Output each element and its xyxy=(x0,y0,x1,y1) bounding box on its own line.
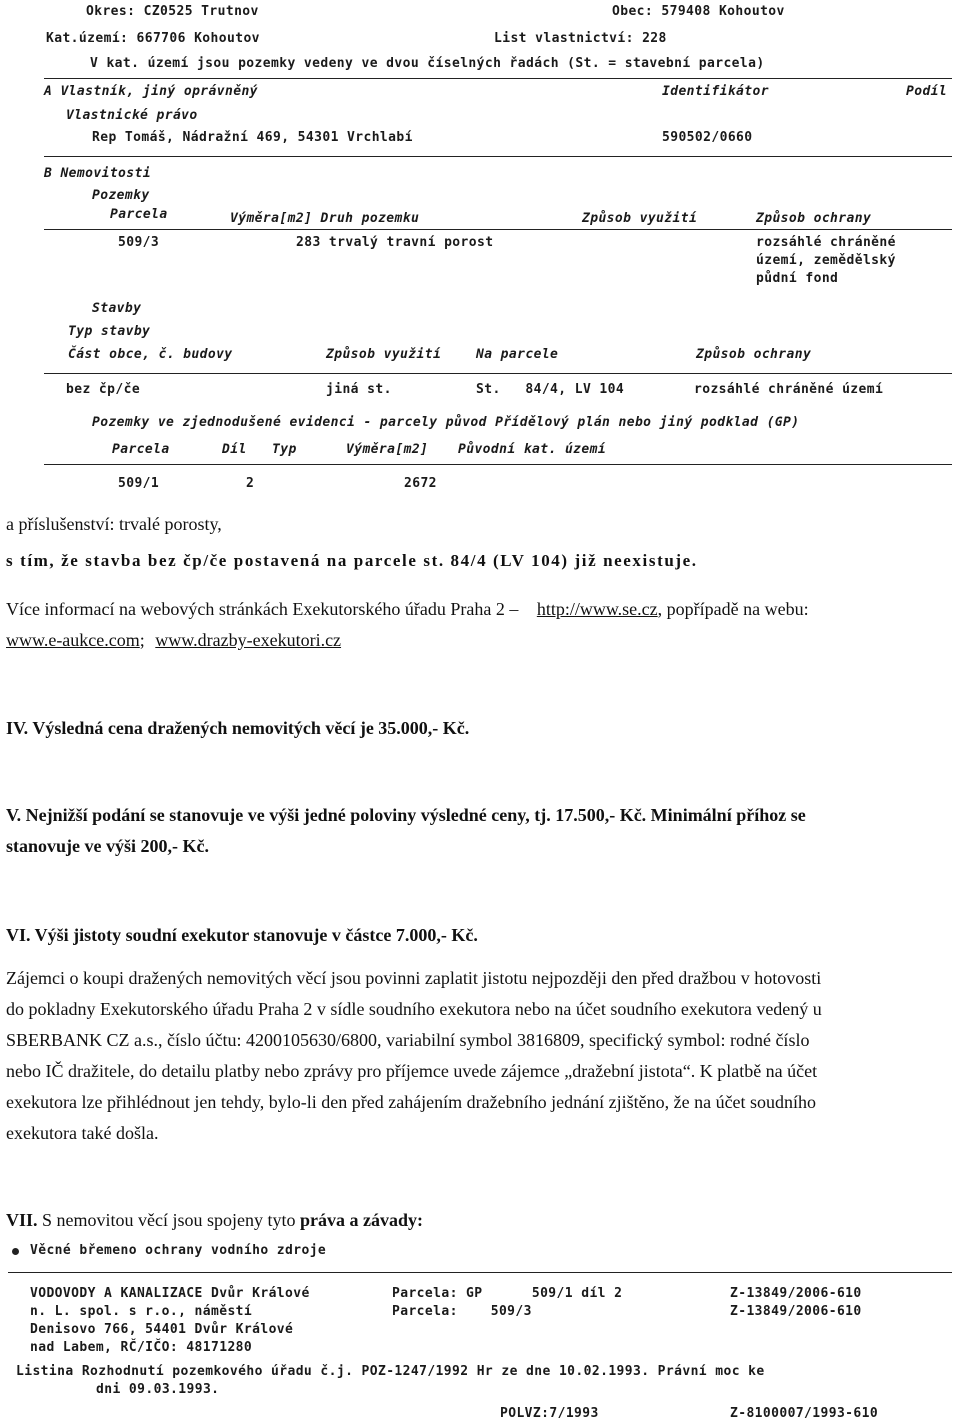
section-b-title: B Nemovitosti xyxy=(44,166,151,181)
lv-list-vlastnictvi: List vlastnictví: 228 xyxy=(494,31,667,46)
bremeno-ref-3: Z-8100007/1993-610 xyxy=(730,1406,879,1421)
bremeno-party-line: nad Labem, RČ/IČO: 48171280 xyxy=(30,1340,253,1355)
drazby-exekutori-link[interactable]: www.drazby-exekutori.cz xyxy=(155,630,342,650)
zajemci-line: nebo IČ dražitele, do detailu platby nebo zprávy pro příjemce uvede zájemce „dražební jistota“. K platbě na účet xyxy=(6,1061,818,1081)
stavby-label: Stavby xyxy=(92,301,142,316)
bremeno-ref-1: Z-13849/2006-610 xyxy=(730,1286,862,1301)
section-v-line1: V. Nejnižší podání se stanovuje ve výši jedné poloviny výsledné ceny, tj. 17.500,- Kč. Minimální příhoz se xyxy=(6,805,806,825)
building-part: bez čp/če xyxy=(66,382,141,397)
vice-text: Více informací na webových stránkách Exekutorského úřadu Praha 2 – xyxy=(6,599,519,619)
lv-note: V kat. území jsou pozemky vedeny ve dvou číselných řadách (St. = stavební parcela) xyxy=(90,56,765,71)
zj-col-typ: Typ xyxy=(272,442,297,457)
divider xyxy=(44,373,952,374)
zajemci-line: exekutora také došla. xyxy=(6,1123,159,1143)
share-header: Podíl xyxy=(906,84,948,99)
typ-stavby-label: Typ stavby xyxy=(68,324,151,339)
owner-id: 590502/0660 xyxy=(662,130,753,145)
parcel-protection-2: území, zemědělský xyxy=(756,253,896,268)
web-sep: ; xyxy=(139,630,145,650)
zj-dil: 2 xyxy=(246,476,255,491)
col-vymera: Výměra[m2] Druh pozemku xyxy=(230,211,420,226)
section-a-title: A Vlastník, jiný oprávněný xyxy=(44,84,258,99)
col-cast-obce: Část obce, č. budovy xyxy=(68,347,233,362)
zj-col-vymera: Výměra[m2] xyxy=(346,442,429,457)
se-cz-link[interactable]: http://www.se.cz xyxy=(536,599,658,619)
divider xyxy=(44,78,952,79)
vice-text-2: , popřípadě na webu: xyxy=(657,599,809,619)
parcel-protection-3: půdní fond xyxy=(756,271,839,286)
col-parcela: Parcela xyxy=(110,207,168,222)
bremeno-parcela-1: Parcela: GP 509/1 díl 2 xyxy=(392,1286,623,1301)
vii-number: VII. xyxy=(6,1210,38,1230)
vice-informaci xyxy=(6,599,809,620)
col-na-parcele: Na parcele xyxy=(476,347,559,362)
zj-col-parcela: Parcela xyxy=(112,442,170,457)
building-use: jiná st. xyxy=(326,382,392,397)
zajemci-line: do pokladny Exekutorského úřadu Praha 2 v sídle soudního exekutora nebo na účet soudního exekutora vedený u xyxy=(6,999,822,1019)
col-vyuziti: Způsob využití xyxy=(582,211,698,226)
polve: POLVZ:7/1993 xyxy=(500,1406,599,1421)
stavba-note: s tím, že stavba bez čp/če postavená na parcele st. 84/4 (LV 104) již neexistuje. xyxy=(6,551,698,570)
parcel-area: 283 trvalý travní porost xyxy=(296,235,494,250)
bremeno-title: Věcné břemeno ochrany vodního zdroje xyxy=(30,1243,327,1258)
lv-okres: Okres: CZ0525 Trutnov xyxy=(86,4,259,19)
bremeno-parcela-2: Parcela: 509/3 xyxy=(392,1304,532,1319)
lv-obec: Obec: 579408 Kohoutov xyxy=(612,4,785,19)
vii-text: S nemovitou věcí jsou spojeny tyto xyxy=(37,1210,301,1230)
section-iv: IV. Výsledná cena dražených nemovitých věcí je 35.000,- Kč. xyxy=(6,718,470,738)
section-v-line2: stanovuje ve výši 200,- Kč. xyxy=(6,836,209,856)
listina-line-2: dni 09.03.1993. xyxy=(96,1382,220,1397)
ownership-right: Vlastnické právo xyxy=(66,108,198,123)
e-aukce-link[interactable]: www.e-aukce.com xyxy=(6,630,140,650)
divider xyxy=(8,1272,952,1273)
zj-parcel: 509/1 xyxy=(118,476,160,491)
section-vi: VI. Výši jistoty soudní exekutor stanovuje v částce 7.000,- Kč. xyxy=(6,925,478,945)
zjednodusena-evidence: Pozemky ve zjednodušené evidenci - parcely původ Přídělový plán nebo jiný podklad (GP) xyxy=(92,415,800,430)
col-ochrana: Způsob ochrany xyxy=(756,211,872,226)
bremeno-party-line: n. L. spol. s r.o., náměstí xyxy=(30,1304,253,1319)
owner: Rep Tomáš, Nádražní 469, 54301 Vrchlabí xyxy=(92,130,413,145)
divider xyxy=(44,156,952,157)
divider xyxy=(44,229,952,230)
vii-bold: práva a závady: xyxy=(300,1210,424,1230)
zajemci-paragraph xyxy=(6,963,950,1149)
web-links xyxy=(6,630,341,651)
section-vii xyxy=(6,1210,423,1231)
bremeno-party-line: Denisovo 766, 54401 Dvůr Králové xyxy=(30,1322,294,1337)
lv-kat-uzemi: Kat.území: 667706 Kohoutov xyxy=(46,31,260,46)
col-stavby-vyuziti: Způsob využití xyxy=(326,347,442,362)
listina-line-1: Listina Rozhodnutí pozemkového úřadu č.j. POZ-1247/1992 Hr ze dne 10.02.1993. Právní moc ke xyxy=(16,1364,765,1379)
zajemci-line: SBERBANK CZ a.s., číslo účtu: 4200105630/6800, variabilní symbol 3816809, specifický symbol: rodné číslo xyxy=(6,1030,810,1050)
bremeno-ref-2: Z-13849/2006-610 xyxy=(730,1304,862,1319)
prislusenstvi: a příslušenství: trvalé porosty, xyxy=(6,514,222,534)
pozemky-label: Pozemky xyxy=(92,188,150,203)
col-stavby-ochrana: Způsob ochrany xyxy=(696,347,812,362)
building-protection: rozsáhlé chráněné území xyxy=(694,382,884,397)
zajemci-line: exekutora lze přihlédnout jen tehdy, bylo-li den před zahájením dražebního jednání zjištěno, že na účet soudního xyxy=(6,1092,817,1112)
building-parcel: St. 84/4, LV 104 xyxy=(476,382,625,397)
parcel-protection-1: rozsáhlé chráněné xyxy=(756,235,896,250)
id-header: Identifikátor xyxy=(662,84,769,99)
zj-col-puvodni: Původní kat. území xyxy=(458,442,607,457)
bremeno-party-line: VODOVODY A KANALIZACE Dvůr Králové xyxy=(30,1286,310,1301)
zajemci-line: Zájemci o koupi dražených nemovitých věcí jsou povinni zaplatit jistotu nejpozději den před dražbou v hotovosti xyxy=(6,968,822,988)
zj-area: 2672 xyxy=(404,476,437,491)
divider xyxy=(44,464,952,465)
parcel-number: 509/3 xyxy=(118,235,160,250)
zj-col-dil: Díl xyxy=(222,442,247,457)
bullet-icon xyxy=(12,1248,19,1255)
